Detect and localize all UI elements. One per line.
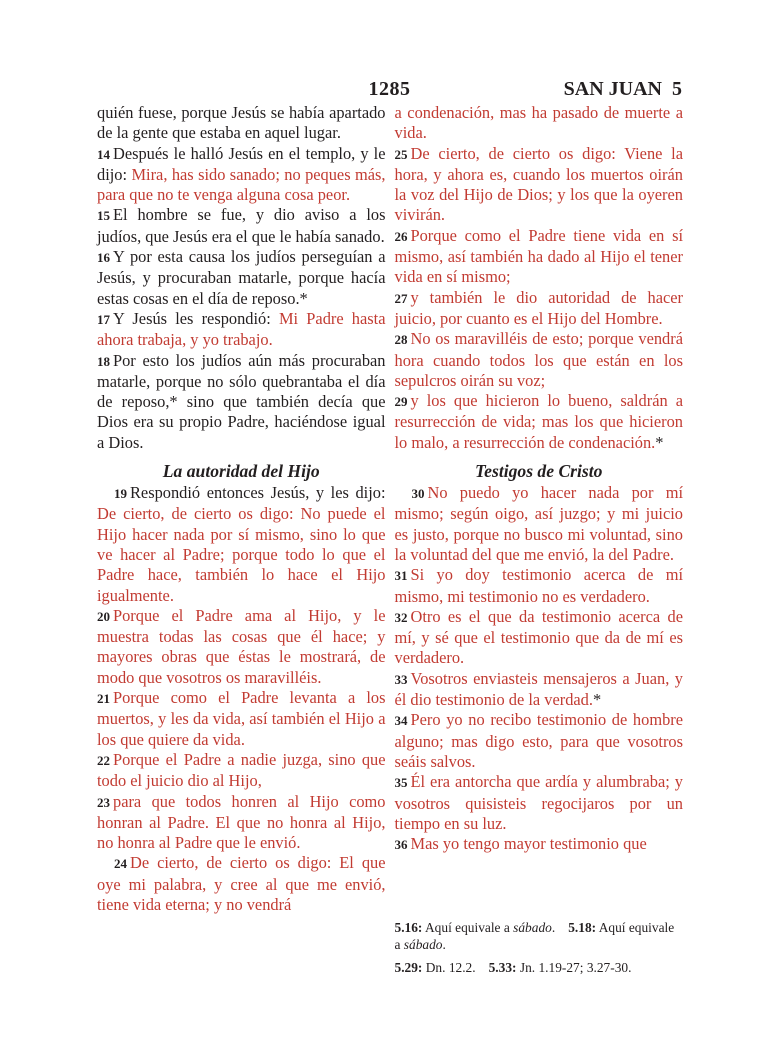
- verse-number: 27: [394, 290, 408, 306]
- footnote: [395, 960, 476, 975]
- chapter-number: 5: [672, 78, 682, 100]
- red-letter-text: Porque el Padre a nadie juzga, sino que todo el juicio dio al Hijo,: [97, 749, 386, 791]
- verse-paragraph: [97, 103, 386, 144]
- verse-text: Respondió entonces Jesús, y les dijo:: [130, 483, 386, 503]
- page-header: [97, 78, 682, 102]
- verse-paragraph: [395, 103, 684, 144]
- verse-number: 29: [394, 394, 408, 410]
- verse-number: 14: [97, 146, 110, 162]
- red-letter-text: Mas yo tengo mayor testimonio que: [410, 834, 647, 854]
- verse-number: 31: [394, 568, 408, 584]
- verse-number: 20: [97, 608, 110, 624]
- verse-paragraph: [395, 565, 684, 607]
- verse-number: 17: [97, 311, 110, 327]
- left-column-verses: [97, 103, 386, 915]
- verse-text: *: [592, 690, 602, 710]
- footnotes-block: [395, 920, 684, 977]
- red-letter-text: Él era antorcha que ardía y alumbraba; y vosotros quisisteis regocijaros por un tiempo en su luz.: [394, 772, 683, 833]
- verse-number: 18: [97, 353, 110, 369]
- red-letter-text: Mi Padre hasta ahora trabaja, y yo trabajo.: [97, 308, 386, 350]
- verse-number: 34: [394, 713, 408, 729]
- red-letter-text: Pero yo no recibo testimonio de hombre alguno; mas digo esto, para que vosotros seáis salvos.: [394, 710, 683, 771]
- verse-paragraph: [97, 792, 386, 854]
- verse-paragraph: [395, 391, 684, 453]
- verse-number: 28: [394, 332, 408, 348]
- book-name: SAN JUAN: [563, 78, 662, 100]
- red-letter-text: Mira, has sido sanado; no peques más, para que no te venga alguna cosa peor.: [97, 164, 386, 205]
- red-letter-text: y también le dio autoridad de hacer juicio, por cuanto es el Hijo del Hombre.: [394, 287, 683, 328]
- verse-paragraph: [395, 144, 684, 226]
- verse-number: 23: [97, 794, 110, 810]
- verse-paragraph: [395, 226, 684, 288]
- right-column: [395, 103, 684, 977]
- verse-number: 21: [97, 691, 110, 707]
- verse-number: 19: [114, 486, 127, 502]
- red-letter-text: De cierto, de cierto os digo: Viene la hora, y ahora es, cuando los muertos oirán la voz del Hijo de Dios; y los que la oyeren vivirán.: [394, 143, 683, 225]
- verse-number: 35: [394, 775, 408, 791]
- footnote-group: [395, 960, 684, 977]
- red-letter-text: Porque el Padre ama al Hijo, y le muestra todas las cosas que él hace; y mayores obras que éstas le mostrará, de modo que vosotros os maravilléis.: [97, 605, 386, 687]
- footnote: [489, 960, 632, 975]
- red-letter-text: No os maravilléis de esto; porque vendrá hora cuando todos los que están en los sepulcros oirán su voz;: [394, 329, 683, 390]
- page-number: 1285: [368, 78, 411, 100]
- red-letter-text: Porque como el Padre levanta a los muertos, y les da vida, así también el Hijo a los que quiere da vida.: [97, 688, 386, 749]
- verse-paragraph: [395, 288, 684, 330]
- verse-number: 36: [394, 837, 408, 853]
- verse-paragraph: [97, 853, 386, 915]
- verse-number: 24: [114, 856, 127, 872]
- footnote-text: .: [551, 920, 556, 936]
- footnote-reference: 5.33:: [488, 960, 517, 976]
- verse-text: quién fuese, porque Jesús se había apartado de la gente que estaba en aquel lugar.: [97, 103, 386, 143]
- footnote-reference: 5.18:: [568, 920, 597, 936]
- verse-number: 16: [97, 250, 110, 266]
- verse-number: 22: [97, 752, 110, 768]
- section-heading: La autoridad del Hijo: [162, 461, 320, 482]
- red-letter-text: para que todos honren al Hijo como honran al Padre. El que no honra al Hijo, no honra al Padre que le envió.: [97, 791, 386, 853]
- verse-paragraph: [395, 483, 684, 565]
- footnote-text: Dn. 12.2.: [422, 960, 476, 976]
- text-columns: [97, 103, 683, 977]
- verse-number: 32: [394, 609, 408, 625]
- verse-paragraph: [395, 329, 684, 391]
- verse-text: Y Jesús les respondió:: [113, 308, 279, 328]
- verse-number: 15: [97, 208, 110, 224]
- verse-text: El hombre se fue, y dio aviso a los judíos, que Jesús era el que le había sanado.: [97, 205, 386, 246]
- verse-paragraph: [97, 351, 386, 453]
- verse-paragraph: [97, 606, 386, 688]
- verse-text: Por esto los judíos aún más procuraban matarle, porque no sólo quebrantaba el día de reposo,* sino que también decía que Dios era su propio Padre, haciéndose igual a Dios.: [97, 350, 386, 452]
- verse-text: Y por esta causa los judíos perseguían a Jesús, y procuraban matarle, porque hacía estas cosas en el día de reposo.*: [97, 247, 386, 308]
- verse-number: 30: [411, 486, 425, 502]
- book-header: [564, 78, 682, 101]
- red-letter-text: Vosotros enviasteis mensajeros a Juan, y él dio testimonio de la verdad.: [394, 668, 683, 710]
- footnote-text: .: [442, 936, 446, 952]
- left-column: [97, 103, 386, 915]
- red-letter-text: No puedo yo hacer nada por mí mismo; según oigo, así juzgo; y mi juicio es justo, porque no busco mi voluntad, sino la voluntad del que me envió, la del Padre.: [394, 483, 683, 564]
- footnote-reference: 5.16:: [394, 920, 423, 936]
- section-heading: Testigos de Cristo: [475, 461, 603, 482]
- verse-paragraph: [97, 309, 386, 351]
- red-letter-text: Otro es el que da testimonio acerca de mí, y sé que el testimonio que da de mí es verdadero.: [394, 606, 683, 668]
- red-letter-text: Porque como el Padre tiene vida en sí mismo, así también ha dado al Hijo el tener vida en sí mismo;: [394, 225, 683, 287]
- verse-paragraph: [97, 688, 386, 750]
- red-letter-text: y los que hicieron lo bueno, saldrán a resurrección de vida; mas los que hicieron lo malo, a resurrección de condenación.: [394, 391, 683, 452]
- verse-text: *: [655, 432, 664, 452]
- verse-number: 33: [394, 671, 408, 687]
- verse-paragraph: [395, 772, 684, 834]
- verse-paragraph: [395, 607, 684, 669]
- red-letter-text: De cierto, de cierto os digo: El que oye mi palabra, y cree al que me envió, tiene vida eterna; y no vendrá: [97, 853, 386, 914]
- verse-paragraph: [395, 669, 684, 711]
- footnote-text: Jn. 1.19-27; 3.27-30.: [516, 960, 632, 976]
- verse-number: 26: [394, 228, 408, 244]
- verse-paragraph: [97, 144, 386, 206]
- footnote: [395, 920, 556, 935]
- red-letter-text: Si yo doy testimonio acerca de mí mismo, mi testimonio no es verdadero.: [394, 565, 683, 606]
- footnote-text: sábado: [403, 936, 443, 952]
- verse-paragraph: [395, 710, 684, 772]
- verse-paragraph: [97, 483, 386, 606]
- verse-number: 25: [394, 146, 408, 162]
- verse-paragraph: [395, 834, 684, 855]
- footnote-text: Aquí equivale a: [394, 920, 675, 952]
- verse-paragraph: [97, 247, 386, 309]
- footnote-text: sábado: [513, 920, 552, 936]
- right-column-verses: [395, 103, 684, 855]
- verse-paragraph: [97, 205, 386, 247]
- footnote-group: [395, 920, 684, 953]
- verse-paragraph: [97, 750, 386, 792]
- red-letter-text: De cierto, de cierto os digo: No puede el Hijo hacer nada por sí mismo, sino lo que ve hacer al Padre; porque todo lo que el Padre hace, también lo hace el Hijo igualmente.: [97, 504, 386, 605]
- red-letter-text: a condenación, mas ha pasado de muerte a vida.: [394, 103, 683, 143]
- footnote-reference: 5.29:: [394, 960, 423, 976]
- footnote-text: Aquí equivale a: [422, 920, 514, 936]
- verse-text: Después le halló Jesús en el templo, y le dijo:: [97, 143, 386, 184]
